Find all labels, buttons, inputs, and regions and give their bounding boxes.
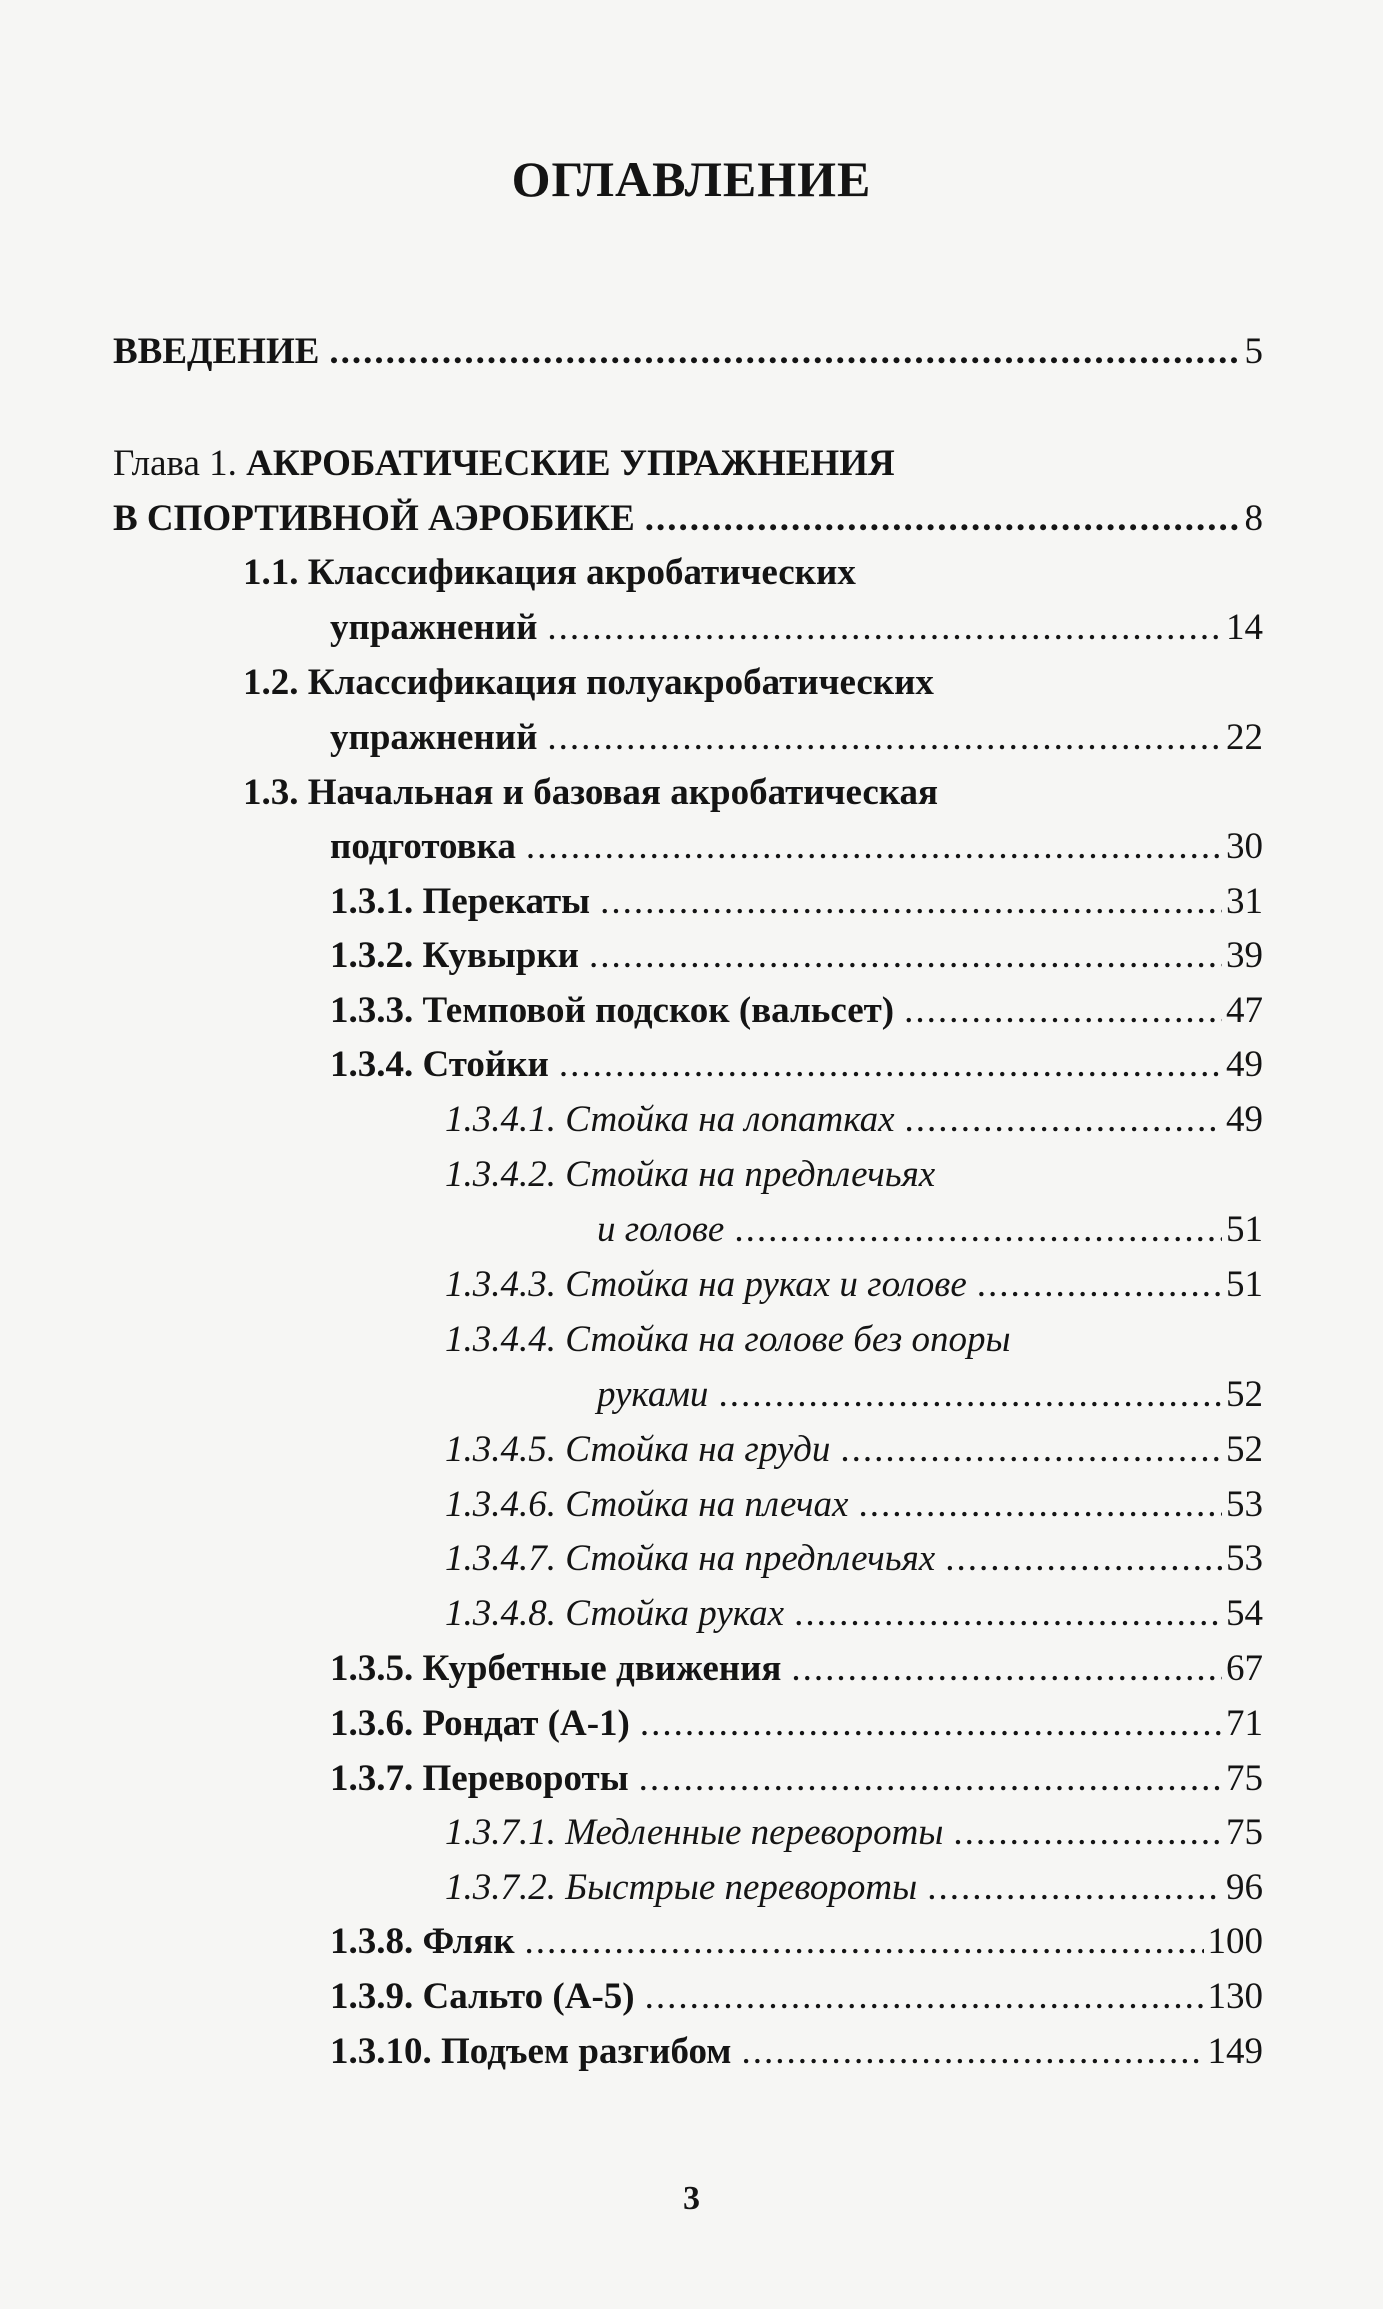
dot-leader	[600, 880, 1222, 924]
toc-entry-label: упражнений	[330, 607, 538, 648]
toc-entry-label: 1.3.7.2. Быстрые перевороты	[445, 1867, 918, 1908]
toc-entry-1-3-4-7[interactable]	[445, 1537, 1263, 1581]
dot-leader	[904, 989, 1222, 1033]
dot-leader	[526, 825, 1222, 869]
toc-entry-label: 1.3.4. Стойки	[330, 1044, 549, 1085]
toc-entry-label: руками	[597, 1374, 709, 1415]
dot-leader	[559, 1043, 1222, 1087]
dot-leader	[858, 1483, 1222, 1527]
toc-entry-label: 1.3.7.1. Медленные перевороты	[445, 1812, 944, 1853]
toc-entry-label: 1.3.6. Рондат (А-1)	[330, 1703, 630, 1744]
toc-entry-label: 1.3.4.5. Стойка на груди	[445, 1429, 831, 1470]
dot-leader	[645, 497, 1241, 541]
toc-entry-page: 39	[1226, 935, 1263, 976]
toc-entry-label: 1.3.4.8. Стойка руках	[445, 1593, 785, 1634]
toc-entry-1-3-3[interactable]	[330, 989, 1263, 1033]
toc-entry-chapter-1-line1[interactable]	[113, 442, 895, 486]
dot-leader	[927, 1866, 1222, 1910]
toc-entry-chapter-1[interactable]	[113, 497, 1263, 541]
chapter-prefix: Глава 1.	[113, 443, 237, 484]
dot-leader	[794, 1592, 1222, 1636]
toc-entry-page: 67	[1226, 1648, 1263, 1689]
toc-entry-page: 49	[1226, 1099, 1263, 1140]
toc-entry-page: 75	[1226, 1812, 1263, 1853]
dot-leader	[329, 330, 1240, 374]
toc-entry-1-3-7-1[interactable]	[445, 1811, 1263, 1855]
toc-entry-page: 5	[1244, 331, 1263, 372]
toc-entry-label: В СПОРТИВНОЙ АЭРОБИКЕ	[113, 498, 635, 539]
dot-leader	[945, 1537, 1222, 1581]
toc-entry-page: 75	[1226, 1758, 1263, 1799]
dot-leader	[977, 1263, 1222, 1307]
toc-entry-label: 1.3.2. Кувырки	[330, 935, 579, 976]
toc-entry-page: 54	[1226, 1593, 1263, 1634]
toc-entry-label: ВВЕДЕНИЕ	[113, 331, 320, 372]
dot-leader	[525, 1920, 1204, 1964]
dot-leader	[589, 934, 1222, 978]
toc-entry-1-1-line1[interactable]: 1.1. Классификация акробатических	[243, 552, 856, 593]
toc-entry-1-2[interactable]	[330, 716, 1263, 760]
toc-entry-page: 53	[1226, 1538, 1263, 1579]
toc-entry-1-3-10[interactable]	[330, 2030, 1263, 2074]
toc-entry-1-3-8[interactable]	[330, 1920, 1263, 1964]
toc-entry-page: 100	[1207, 1921, 1263, 1962]
toc-entry-1-3-1[interactable]	[330, 880, 1263, 924]
dot-leader	[840, 1428, 1222, 1472]
toc-entry-1-3-4-4-line1[interactable]: 1.3.4.4. Стойка на голове без опоры	[445, 1319, 1011, 1360]
toc-entry-label: 1.3.1. Перекаты	[330, 881, 591, 922]
toc-entry-page: 31	[1226, 881, 1263, 922]
toc-entry-page: 47	[1226, 990, 1263, 1031]
toc-entry-label: подготовка	[330, 826, 516, 867]
dot-leader	[734, 1208, 1222, 1252]
toc-entry-page: 96	[1226, 1867, 1263, 1908]
page-title: ОГЛАВЛЕНИЕ	[511, 151, 872, 207]
toc-entry-1-3-4-2[interactable]	[597, 1208, 1263, 1252]
toc-entry-1-2-line1[interactable]: 1.2. Классификация полуакробатических	[243, 662, 934, 703]
toc-entry-label: 1.3.9. Сальто (А-5)	[330, 1976, 635, 2017]
toc-entry-1-3[interactable]	[330, 825, 1263, 869]
dot-leader	[640, 1702, 1222, 1746]
dot-leader	[791, 1647, 1222, 1691]
chapter-title: АКРОБАТИЧЕСКИЕ УПРАЖНЕНИЯ	[246, 443, 895, 484]
toc-entry-page: 149	[1207, 2031, 1263, 2072]
toc-entry-label: 1.3.3. Темповой подскок (вальсет)	[330, 990, 895, 1031]
toc-entry-1-3-5[interactable]	[330, 1647, 1263, 1691]
dot-leader	[639, 1757, 1222, 1801]
toc-entry-page: 51	[1226, 1209, 1263, 1250]
toc-entry-intro[interactable]	[113, 330, 1263, 374]
dot-leader	[547, 716, 1222, 760]
toc-entry-1-3-4-1[interactable]	[445, 1098, 1263, 1142]
toc-entry-1-3-4-2-line1[interactable]: 1.3.4.2. Стойка на предплечьях	[445, 1154, 936, 1195]
toc-entry-page: 49	[1226, 1044, 1263, 1085]
toc-entry-label: 1.3.8. Фляк	[330, 1921, 515, 1962]
toc-entry-page: 53	[1226, 1484, 1263, 1525]
toc-entry-1-3-9[interactable]	[330, 1975, 1263, 2019]
dot-leader	[547, 606, 1222, 650]
page-number: 3	[683, 2180, 700, 2217]
toc-entry-1-3-4-8[interactable]	[445, 1592, 1263, 1636]
toc-entry-label: и голове	[597, 1209, 725, 1250]
toc-entry-page: 8	[1244, 498, 1263, 539]
dot-leader	[645, 1975, 1204, 2019]
toc-entry-page: 14	[1226, 607, 1263, 648]
toc-entry-page: 52	[1226, 1429, 1263, 1470]
toc-entry-1-3-7[interactable]	[330, 1757, 1263, 1801]
toc-entry-page: 30	[1226, 826, 1263, 867]
toc-entry-page: 71	[1226, 1703, 1263, 1744]
toc-entry-1-3-7-2[interactable]	[445, 1866, 1263, 1910]
toc-entry-1-3-2[interactable]	[330, 934, 1263, 978]
toc-entry-1-3-line1[interactable]: 1.3. Начальная и базовая акробатическая	[243, 772, 939, 813]
toc-entry-1-3-4-5[interactable]	[445, 1428, 1263, 1472]
toc-entry-label: 1.3.7. Перевороты	[330, 1758, 629, 1799]
dot-leader	[741, 2030, 1203, 2074]
toc-entry-page: 51	[1226, 1264, 1263, 1305]
toc-entry-1-1[interactable]	[330, 606, 1263, 650]
toc-entry-label: 1.3.4.6. Стойка на плечах	[445, 1484, 849, 1525]
toc-entry-page: 130	[1207, 1976, 1263, 2017]
toc-entry-1-3-4-3[interactable]	[445, 1263, 1263, 1307]
dot-leader	[718, 1373, 1222, 1417]
toc-entry-1-3-4-6[interactable]	[445, 1483, 1263, 1527]
dot-leader	[905, 1098, 1222, 1142]
toc-entry-label: упражнений	[330, 717, 538, 758]
toc-entry-label: 1.3.4.7. Стойка на предплечьях	[445, 1538, 936, 1579]
toc-entry-1-3-6[interactable]	[330, 1702, 1263, 1746]
dot-leader	[953, 1811, 1222, 1855]
toc-entry-label: 1.3.5. Курбетные движения	[330, 1648, 782, 1689]
toc-entry-label: 1.3.10. Подъем разгибом	[330, 2031, 732, 2072]
toc-entry-label: 1.3.4.3. Стойка на руках и голове	[445, 1264, 967, 1305]
toc-entry-label: 1.3.4.1. Стойка на лопатках	[445, 1099, 895, 1140]
toc-entry-1-3-4[interactable]	[330, 1043, 1263, 1087]
toc-entry-1-3-4-4[interactable]	[597, 1373, 1263, 1417]
toc-entry-page: 52	[1226, 1374, 1263, 1415]
toc-entry-page: 22	[1226, 717, 1263, 758]
